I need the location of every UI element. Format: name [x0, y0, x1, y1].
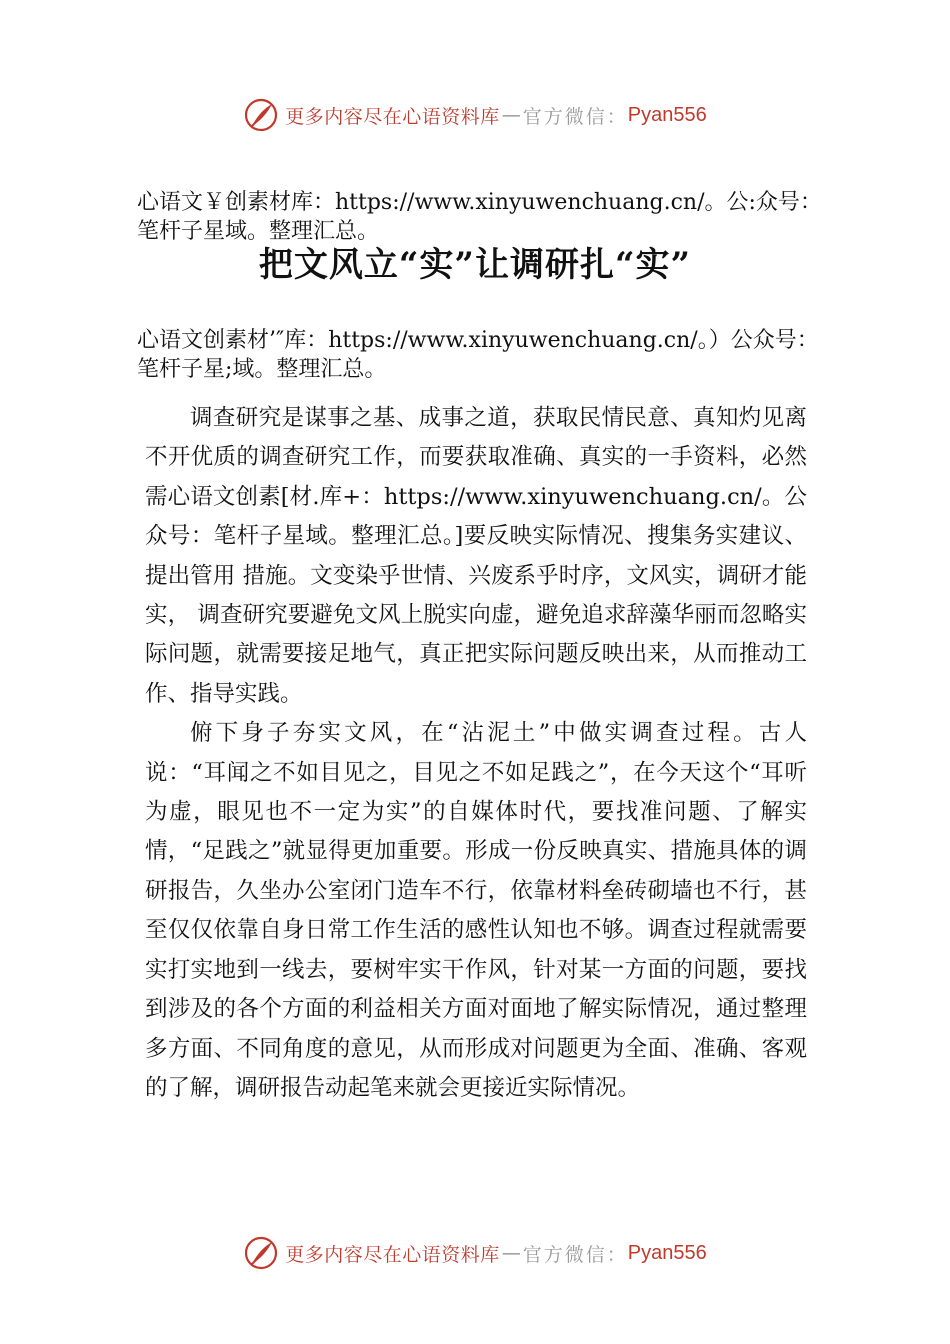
document-body [145, 399, 807, 1108]
document-title: 把文风立“实”让调研扎“实” [258, 245, 692, 285]
source-line-1: 心语文￥创素材库：https://www.xinyuwenchuang.cn/。公:众号：笔杆子星域。整理汇总。 [137, 190, 822, 244]
paragraph-2: 俯下身子夯实文风，在“沾泥土”中做实调查过程。古人说：“耳闻之不如目见之，目见之不如足践之”，在今天这个“耳听为虚，眼见也不一定为实”的自媒体时代，要找准问题、了解实情，“足践之”就显得更加重要。形成一份反映真实、措施具体的调研报告，久坐办公室闭门造车不行，依靠材料垒砖砌墙也不行，甚至仅仅依靠自身日常工作生活的感性认知也不够。调查过程就需要实打实地到一线去，要树牢实干作风，针对某一方面的问题，要找到涉及的各个方面的利益相关方面对面地了解实际情况，通过整理多方面、不同角度的意见，从而形成对问题更为全面、准确、客观的了解，调研报告动起笔来就会更接近实际情况。 [145, 720, 807, 1101]
banner-text: 更多内容尽在心语资料库 [285, 1243, 500, 1266]
source-line-2: 心语文创素材’″库：https://www.xinyuwenchuang.cn/。）公众号：笔杆子星;域。整理汇总。 [137, 328, 819, 382]
banner-wechat-label: 官方微信： [522, 1243, 628, 1266]
banner-wechat-id: Pyan556 [627, 1241, 707, 1264]
banner-separator: — [501, 1242, 521, 1264]
quill-pen-logo-icon [243, 97, 279, 133]
banner-wechat-label: 官方微信： [522, 105, 628, 128]
banner-separator: — [501, 104, 521, 126]
banner-wechat-id: Pyan556 [627, 103, 707, 126]
paragraph-1: 调查研究是谋事之基、成事之道，获取民情民意、真知灼见离不开优质的调查研究工作，而要获取准确、真实的一手资料，必然需心语文创素[材.库+：https://www.xinyuwenchuang.cn/。公众号：笔杆子星域。整理汇总。]要反映实际情况、搜集务实建议、提出管用 措施。文变染乎世情、兴废系乎时序，文风实，调研才能实， 调查研究要避免文风上脱实向虚，避免追求辞藻华丽而忽略实际问题，就需要接足地气，真正把实际问题反映出来，从而推动工作、指导实践。 [145, 405, 807, 707]
quill-pen-logo-icon [243, 1235, 279, 1271]
footer-banner [0, 1233, 950, 1273]
header-banner [0, 95, 950, 135]
banner-text: 更多内容尽在心语资料库 [285, 105, 500, 128]
